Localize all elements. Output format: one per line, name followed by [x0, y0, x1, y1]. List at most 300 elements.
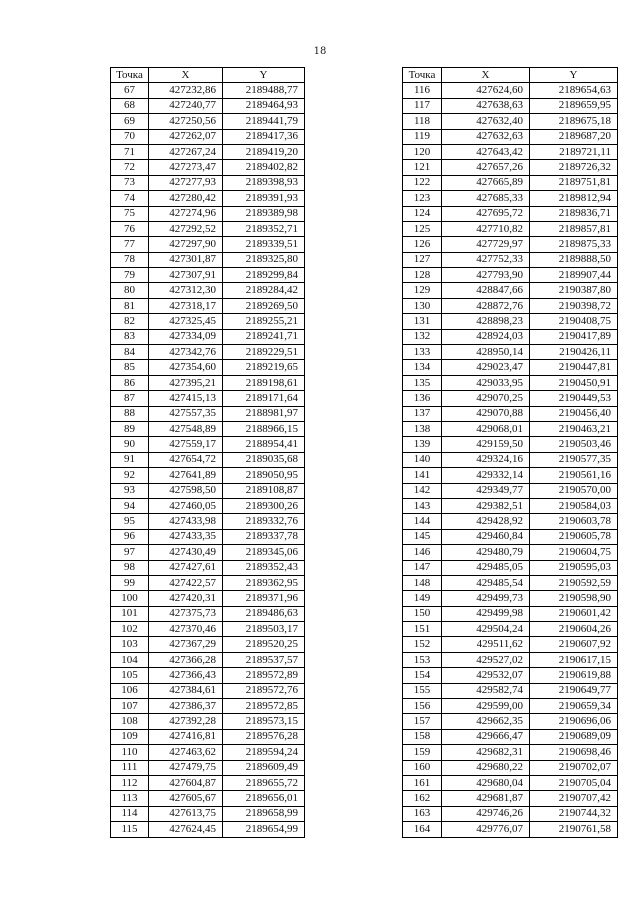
point-number-cell: 80	[111, 283, 149, 298]
x-coordinate-cell: 429680,04	[442, 775, 530, 790]
point-number-cell: 134	[403, 360, 442, 375]
y-coordinate-cell: 2189352,71	[223, 221, 305, 236]
point-number-cell: 151	[403, 622, 442, 637]
y-coordinate-cell: 2189352,43	[223, 560, 305, 575]
y-coordinate-cell: 2189402,82	[223, 160, 305, 175]
y-coordinate-cell: 2189198,61	[223, 375, 305, 390]
table-row	[403, 437, 618, 452]
y-coordinate-cell: 2190705,04	[530, 775, 618, 790]
y-coordinate-cell: 2190744,32	[530, 806, 618, 821]
y-coordinate-cell: 2190702,07	[530, 760, 618, 775]
point-number-cell: 148	[403, 575, 442, 590]
y-coordinate-cell: 2189654,63	[530, 83, 618, 98]
x-coordinate-cell: 427605,67	[149, 791, 223, 806]
y-coordinate-cell: 2189417,36	[223, 129, 305, 144]
table-row	[403, 652, 618, 667]
table-row	[111, 498, 305, 513]
y-coordinate-cell: 2190398,72	[530, 298, 618, 313]
point-number-cell: 117	[403, 98, 442, 113]
point-number-cell: 157	[403, 714, 442, 729]
x-coordinate-cell: 427685,33	[442, 191, 530, 206]
x-coordinate-cell: 427479,75	[149, 760, 223, 775]
y-coordinate-cell: 2189035,68	[223, 452, 305, 467]
x-coordinate-cell: 427638,63	[442, 98, 530, 113]
y-coordinate-cell: 2189108,87	[223, 483, 305, 498]
y-coordinate-cell: 2189576,28	[223, 729, 305, 744]
y-coordinate-cell: 2189572,85	[223, 699, 305, 714]
point-number-cell: 160	[403, 760, 442, 775]
y-coordinate-cell: 2189325,80	[223, 252, 305, 267]
table-row	[403, 822, 618, 837]
y-coordinate-cell: 2189572,89	[223, 668, 305, 683]
table-row	[111, 283, 305, 298]
point-number-cell: 107	[111, 699, 149, 714]
table-row	[403, 283, 618, 298]
y-coordinate-cell: 2190698,46	[530, 745, 618, 760]
y-coordinate-cell: 2189659,95	[530, 98, 618, 113]
y-coordinate-cell: 2189751,81	[530, 175, 618, 190]
x-coordinate-cell: 427367,29	[149, 637, 223, 652]
point-number-cell: 110	[111, 745, 149, 760]
table-row	[403, 160, 618, 175]
table-row	[403, 483, 618, 498]
x-coordinate-cell: 429382,51	[442, 498, 530, 513]
x-coordinate-cell: 429349,77	[442, 483, 530, 498]
y-coordinate-cell: 2189836,71	[530, 206, 618, 221]
x-coordinate-cell: 427559,17	[149, 437, 223, 452]
y-coordinate-cell: 2189229,51	[223, 345, 305, 360]
x-coordinate-cell: 427277,93	[149, 175, 223, 190]
x-coordinate-cell: 427301,87	[149, 252, 223, 267]
table-row	[403, 421, 618, 436]
table-row	[403, 375, 618, 390]
table-row	[111, 622, 305, 637]
point-number-cell: 149	[403, 591, 442, 606]
x-coordinate-cell: 429681,87	[442, 791, 530, 806]
point-number-cell: 105	[111, 668, 149, 683]
table-row	[403, 683, 618, 698]
x-coordinate-cell: 429428,92	[442, 514, 530, 529]
table-row	[403, 529, 618, 544]
point-number-cell: 144	[403, 514, 442, 529]
point-number-cell: 70	[111, 129, 149, 144]
point-number-cell: 140	[403, 452, 442, 467]
table-row	[403, 729, 618, 744]
x-coordinate-cell: 429324,16	[442, 452, 530, 467]
table-row	[111, 375, 305, 390]
x-coordinate-cell: 427325,45	[149, 314, 223, 329]
y-coordinate-cell: 2189658,99	[223, 806, 305, 821]
header-x: X	[442, 68, 530, 83]
y-coordinate-cell: 2189300,26	[223, 498, 305, 513]
y-coordinate-cell: 2190570,00	[530, 483, 618, 498]
y-coordinate-cell: 2190604,75	[530, 545, 618, 560]
y-coordinate-cell: 2189656,01	[223, 791, 305, 806]
point-number-cell: 152	[403, 637, 442, 652]
point-number-cell: 147	[403, 560, 442, 575]
table-row	[403, 452, 618, 467]
x-coordinate-cell: 427695,72	[442, 206, 530, 221]
point-number-cell: 104	[111, 652, 149, 667]
y-coordinate-cell: 2189687,20	[530, 129, 618, 144]
point-number-cell: 69	[111, 114, 149, 129]
x-coordinate-cell: 427624,45	[149, 822, 223, 837]
x-coordinate-cell: 427366,43	[149, 668, 223, 683]
table-row	[403, 560, 618, 575]
y-coordinate-cell: 2190761,58	[530, 822, 618, 837]
y-coordinate-cell: 2189573,15	[223, 714, 305, 729]
table-row	[111, 775, 305, 790]
table-row	[111, 252, 305, 267]
point-number-cell: 73	[111, 175, 149, 190]
x-coordinate-cell: 427250,56	[149, 114, 223, 129]
x-coordinate-cell: 427232,86	[149, 83, 223, 98]
y-coordinate-cell: 2190561,16	[530, 468, 618, 483]
point-number-cell: 153	[403, 652, 442, 667]
table-row	[403, 329, 618, 344]
table-row	[111, 175, 305, 190]
table-row	[111, 191, 305, 206]
y-coordinate-cell: 2189371,96	[223, 591, 305, 606]
x-coordinate-cell: 429068,01	[442, 421, 530, 436]
y-coordinate-cell: 2189284,42	[223, 283, 305, 298]
x-coordinate-cell: 429070,88	[442, 406, 530, 421]
x-coordinate-cell: 427604,87	[149, 775, 223, 790]
table-row	[403, 268, 618, 283]
y-coordinate-cell: 2190619,88	[530, 668, 618, 683]
x-coordinate-cell: 427613,75	[149, 806, 223, 821]
y-coordinate-cell: 2190463,21	[530, 421, 618, 436]
point-number-cell: 86	[111, 375, 149, 390]
point-number-cell: 68	[111, 98, 149, 113]
point-number-cell: 126	[403, 237, 442, 252]
y-coordinate-cell: 2190449,53	[530, 391, 618, 406]
table-row	[403, 298, 618, 313]
header-x: X	[149, 68, 223, 83]
table-row	[403, 98, 618, 113]
point-number-cell: 121	[403, 160, 442, 175]
point-number-cell: 90	[111, 437, 149, 452]
y-coordinate-cell: 2190595,03	[530, 560, 618, 575]
table-row	[403, 622, 618, 637]
point-number-cell: 109	[111, 729, 149, 744]
point-number-cell: 78	[111, 252, 149, 267]
table-row	[403, 175, 618, 190]
table-row	[111, 560, 305, 575]
point-number-cell: 122	[403, 175, 442, 190]
table-row	[403, 406, 618, 421]
table-row	[403, 252, 618, 267]
point-number-cell: 120	[403, 144, 442, 159]
x-coordinate-cell: 427375,73	[149, 606, 223, 621]
table-row	[403, 668, 618, 683]
x-coordinate-cell: 427548,89	[149, 421, 223, 436]
x-coordinate-cell: 429680,22	[442, 760, 530, 775]
table-row	[403, 360, 618, 375]
header-row	[403, 68, 618, 83]
table-row	[111, 329, 305, 344]
x-coordinate-cell: 427643,42	[442, 144, 530, 159]
point-number-cell: 133	[403, 345, 442, 360]
table-row	[111, 652, 305, 667]
point-number-cell: 154	[403, 668, 442, 683]
y-coordinate-cell: 2189655,72	[223, 775, 305, 790]
table-row	[111, 314, 305, 329]
table-row	[111, 298, 305, 313]
y-coordinate-cell: 2190577,35	[530, 452, 618, 467]
point-number-cell: 118	[403, 114, 442, 129]
x-coordinate-cell: 427267,24	[149, 144, 223, 159]
table-row	[403, 745, 618, 760]
table-row	[403, 468, 618, 483]
table-row	[111, 468, 305, 483]
x-coordinate-cell: 427460,05	[149, 498, 223, 513]
y-coordinate-cell: 2190598,90	[530, 591, 618, 606]
table-row	[111, 221, 305, 236]
point-number-cell: 83	[111, 329, 149, 344]
y-coordinate-cell: 2189464,93	[223, 98, 305, 113]
point-number-cell: 96	[111, 529, 149, 544]
x-coordinate-cell: 427463,62	[149, 745, 223, 760]
y-coordinate-cell: 2190696,06	[530, 714, 618, 729]
table-row	[111, 806, 305, 821]
table-row	[111, 144, 305, 159]
table-row	[403, 591, 618, 606]
y-coordinate-cell: 2188981,97	[223, 406, 305, 421]
table-row	[403, 545, 618, 560]
point-number-cell: 129	[403, 283, 442, 298]
point-number-cell: 75	[111, 206, 149, 221]
table-row	[111, 452, 305, 467]
y-coordinate-cell: 2189299,84	[223, 268, 305, 283]
table-row	[111, 545, 305, 560]
point-number-cell: 94	[111, 498, 149, 513]
x-coordinate-cell: 427386,37	[149, 699, 223, 714]
point-number-cell: 99	[111, 575, 149, 590]
point-number-cell: 74	[111, 191, 149, 206]
x-coordinate-cell: 429070,25	[442, 391, 530, 406]
point-number-cell: 142	[403, 483, 442, 498]
x-coordinate-cell: 427292,52	[149, 221, 223, 236]
point-number-cell: 138	[403, 421, 442, 436]
y-coordinate-cell: 2189488,77	[223, 83, 305, 98]
y-coordinate-cell: 2189888,50	[530, 252, 618, 267]
table-row	[403, 699, 618, 714]
point-number-cell: 115	[111, 822, 149, 837]
y-coordinate-cell: 2188966,15	[223, 421, 305, 436]
x-coordinate-cell: 427632,40	[442, 114, 530, 129]
x-coordinate-cell: 427657,26	[442, 160, 530, 175]
y-coordinate-cell: 2189389,98	[223, 206, 305, 221]
point-number-cell: 91	[111, 452, 149, 467]
x-coordinate-cell: 427334,09	[149, 329, 223, 344]
point-number-cell: 164	[403, 822, 442, 837]
table-row	[111, 83, 305, 98]
point-number-cell: 124	[403, 206, 442, 221]
point-number-cell: 102	[111, 622, 149, 637]
x-coordinate-cell: 429159,50	[442, 437, 530, 452]
table-row	[403, 791, 618, 806]
table-row	[111, 714, 305, 729]
y-coordinate-cell: 2189537,57	[223, 652, 305, 667]
point-number-cell: 100	[111, 591, 149, 606]
x-coordinate-cell: 427354,60	[149, 360, 223, 375]
table-row	[403, 498, 618, 513]
header-point: Точка	[403, 68, 442, 83]
x-coordinate-cell: 427240,77	[149, 98, 223, 113]
table-row	[403, 345, 618, 360]
point-number-cell: 82	[111, 314, 149, 329]
x-coordinate-cell: 427392,28	[149, 714, 223, 729]
point-number-cell: 139	[403, 437, 442, 452]
table-row	[111, 160, 305, 175]
x-coordinate-cell: 429485,05	[442, 560, 530, 575]
table-row	[111, 822, 305, 837]
y-coordinate-cell: 2188954,41	[223, 437, 305, 452]
x-coordinate-cell: 428872,76	[442, 298, 530, 313]
x-coordinate-cell: 429504,24	[442, 622, 530, 637]
header-y: Y	[530, 68, 618, 83]
x-coordinate-cell: 427665,89	[442, 175, 530, 190]
point-number-cell: 119	[403, 129, 442, 144]
table-row	[403, 637, 618, 652]
point-number-cell: 145	[403, 529, 442, 544]
point-number-cell: 85	[111, 360, 149, 375]
table-body	[111, 83, 305, 837]
point-number-cell: 108	[111, 714, 149, 729]
y-coordinate-cell: 2190617,15	[530, 652, 618, 667]
point-number-cell: 89	[111, 421, 149, 436]
point-number-cell: 125	[403, 221, 442, 236]
point-number-cell: 130	[403, 298, 442, 313]
x-coordinate-cell: 428950,14	[442, 345, 530, 360]
coordinates-table-left	[110, 67, 305, 838]
header-point: Точка	[111, 68, 149, 83]
x-coordinate-cell: 427312,30	[149, 283, 223, 298]
y-coordinate-cell: 2189503,17	[223, 622, 305, 637]
y-coordinate-cell: 2190689,09	[530, 729, 618, 744]
y-coordinate-cell: 2190604,26	[530, 622, 618, 637]
table-row	[111, 268, 305, 283]
table-row	[403, 314, 618, 329]
header-y: Y	[223, 68, 305, 83]
x-coordinate-cell: 427415,13	[149, 391, 223, 406]
x-coordinate-cell: 427307,91	[149, 268, 223, 283]
x-coordinate-cell: 429666,47	[442, 729, 530, 744]
table-row	[111, 129, 305, 144]
y-coordinate-cell: 2190607,92	[530, 637, 618, 652]
x-coordinate-cell: 429776,07	[442, 822, 530, 837]
y-coordinate-cell: 2189857,81	[530, 221, 618, 236]
point-number-cell: 87	[111, 391, 149, 406]
table-row	[111, 237, 305, 252]
x-coordinate-cell: 429033,95	[442, 375, 530, 390]
point-number-cell: 141	[403, 468, 442, 483]
y-coordinate-cell: 2189339,51	[223, 237, 305, 252]
table-row	[111, 699, 305, 714]
table-row	[403, 606, 618, 621]
y-coordinate-cell: 2190649,77	[530, 683, 618, 698]
x-coordinate-cell: 427274,96	[149, 206, 223, 221]
y-coordinate-cell: 2189241,71	[223, 329, 305, 344]
x-coordinate-cell: 427710,82	[442, 221, 530, 236]
table-row	[111, 606, 305, 621]
x-coordinate-cell: 427342,76	[149, 345, 223, 360]
point-number-cell: 72	[111, 160, 149, 175]
y-coordinate-cell: 2190592,59	[530, 575, 618, 590]
y-coordinate-cell: 2190408,75	[530, 314, 618, 329]
y-coordinate-cell: 2189391,93	[223, 191, 305, 206]
x-coordinate-cell: 427641,89	[149, 468, 223, 483]
x-coordinate-cell: 427557,35	[149, 406, 223, 421]
y-coordinate-cell: 2190387,80	[530, 283, 618, 298]
y-coordinate-cell: 2189572,76	[223, 683, 305, 698]
y-coordinate-cell: 2190503,46	[530, 437, 618, 452]
y-coordinate-cell: 2189486,63	[223, 606, 305, 621]
x-coordinate-cell: 427793,90	[442, 268, 530, 283]
table-row	[111, 745, 305, 760]
table-row	[403, 144, 618, 159]
x-coordinate-cell: 427366,28	[149, 652, 223, 667]
x-coordinate-cell: 427262,07	[149, 129, 223, 144]
table-row	[403, 114, 618, 129]
table-row	[111, 760, 305, 775]
table-row	[111, 114, 305, 129]
point-number-cell: 132	[403, 329, 442, 344]
page-number: 18	[313, 46, 327, 57]
point-number-cell: 111	[111, 760, 149, 775]
y-coordinate-cell: 2189171,64	[223, 391, 305, 406]
x-coordinate-cell: 429599,00	[442, 699, 530, 714]
point-number-cell: 77	[111, 237, 149, 252]
point-number-cell: 127	[403, 252, 442, 267]
table-row	[403, 391, 618, 406]
y-coordinate-cell: 2189875,33	[530, 237, 618, 252]
table-row	[403, 806, 618, 821]
x-coordinate-cell: 429460,84	[442, 529, 530, 544]
x-coordinate-cell: 429582,74	[442, 683, 530, 698]
point-number-cell: 114	[111, 806, 149, 821]
y-coordinate-cell: 2189419,20	[223, 144, 305, 159]
x-coordinate-cell: 427395,21	[149, 375, 223, 390]
x-coordinate-cell: 429499,98	[442, 606, 530, 621]
y-coordinate-cell: 2189269,50	[223, 298, 305, 313]
y-coordinate-cell: 2189907,44	[530, 268, 618, 283]
table-row	[111, 637, 305, 652]
x-coordinate-cell: 429532,07	[442, 668, 530, 683]
table-row	[111, 391, 305, 406]
x-coordinate-cell: 429485,54	[442, 575, 530, 590]
point-number-cell: 143	[403, 498, 442, 513]
x-coordinate-cell: 429527,02	[442, 652, 530, 667]
table-row	[403, 237, 618, 252]
y-coordinate-cell: 2190417,89	[530, 329, 618, 344]
y-coordinate-cell: 2189812,94	[530, 191, 618, 206]
table-row	[111, 575, 305, 590]
point-number-cell: 156	[403, 699, 442, 714]
y-coordinate-cell: 2190601,42	[530, 606, 618, 621]
y-coordinate-cell: 2189520,25	[223, 637, 305, 652]
point-number-cell: 158	[403, 729, 442, 744]
x-coordinate-cell: 428847,66	[442, 283, 530, 298]
x-coordinate-cell: 429682,31	[442, 745, 530, 760]
point-number-cell: 131	[403, 314, 442, 329]
x-coordinate-cell: 427433,35	[149, 529, 223, 544]
point-number-cell: 155	[403, 683, 442, 698]
table-row	[111, 98, 305, 113]
table-row	[111, 729, 305, 744]
point-number-cell: 163	[403, 806, 442, 821]
